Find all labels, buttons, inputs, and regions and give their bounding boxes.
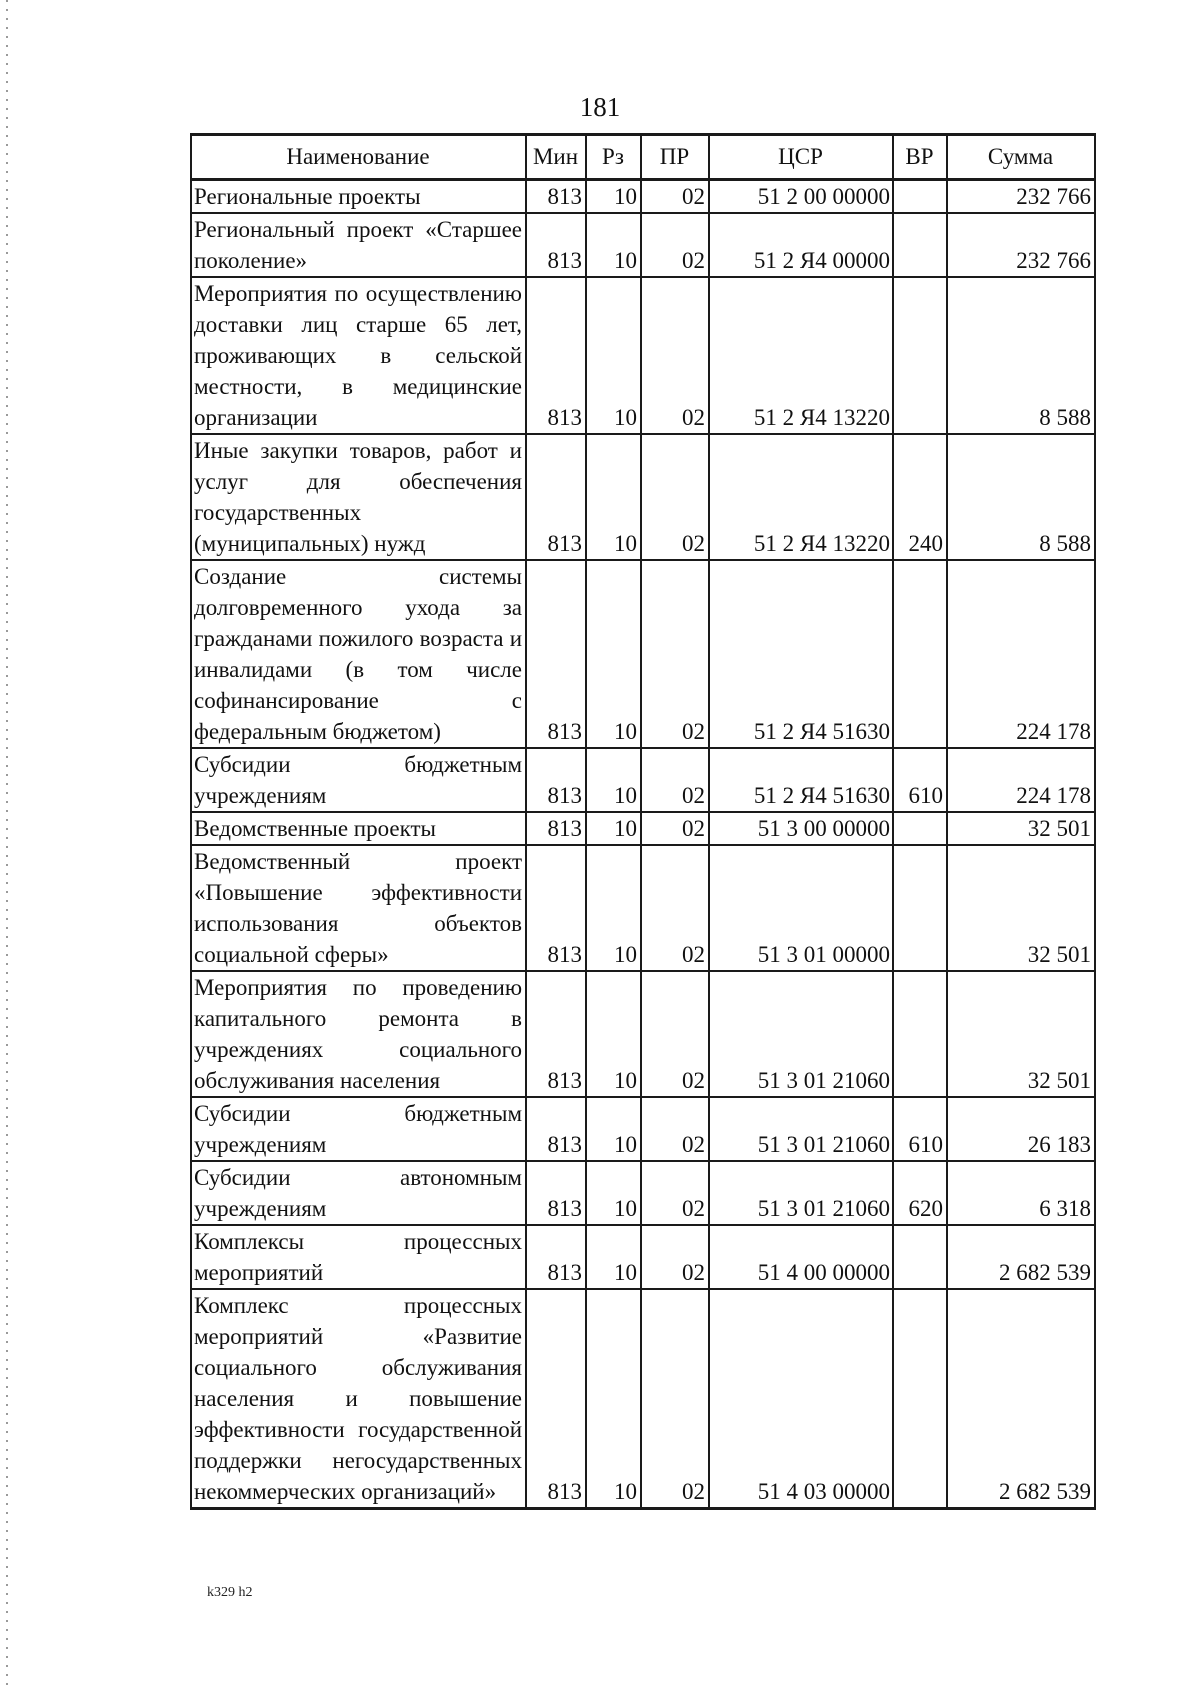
cell-rz: 10 — [586, 845, 641, 971]
cell-sum: 224 178 — [947, 748, 1095, 812]
cell-csr: 51 2 Я4 51630 — [709, 560, 893, 748]
table-row — [191, 971, 1095, 1097]
cell-name: Мероприятия по проведению капитального ремонта в учреждениях социального обслуживания населения — [191, 971, 526, 1097]
cell-min: 813 — [526, 213, 586, 277]
table-row — [191, 1225, 1095, 1289]
cell-name: Комплекс процессных мероприятий «Развитие социального обслуживания населения и повышение эффективности государственной поддержки негосударственных некоммерческих организаций» — [191, 1289, 526, 1509]
cell-csr: 51 2 Я4 13220 — [709, 434, 893, 560]
cell-vr: 620 — [893, 1161, 947, 1225]
cell-vr — [893, 1225, 947, 1289]
cell-rz: 10 — [586, 1097, 641, 1161]
cell-name: Субсидии бюджетным учреждениям — [191, 1097, 526, 1161]
cell-pr: 02 — [641, 971, 709, 1097]
cell-vr — [893, 812, 947, 845]
page-number: 181 — [579, 92, 621, 122]
cell-rz: 10 — [586, 1161, 641, 1225]
table-row — [191, 1289, 1095, 1509]
cell-name: Ведомственные проекты — [191, 812, 526, 845]
table-row — [191, 748, 1095, 812]
cell-pr: 02 — [641, 1161, 709, 1225]
footer-code: k329 h2 — [207, 1585, 253, 1600]
cell-vr — [893, 971, 947, 1097]
cell-csr: 51 4 00 00000 — [709, 1225, 893, 1289]
cell-rz: 10 — [586, 560, 641, 748]
cell-csr: 51 3 01 21060 — [709, 1161, 893, 1225]
cell-min: 813 — [526, 748, 586, 812]
cell-min: 813 — [526, 434, 586, 560]
cell-pr: 02 — [641, 180, 709, 214]
cell-rz: 10 — [586, 277, 641, 434]
cell-pr: 02 — [641, 434, 709, 560]
cell-sum: 2 682 539 — [947, 1225, 1095, 1289]
cell-pr: 02 — [641, 748, 709, 812]
cell-pr: 02 — [641, 1289, 709, 1509]
cell-sum: 8 588 — [947, 277, 1095, 434]
cell-sum: 32 501 — [947, 812, 1095, 845]
cell-csr: 51 2 Я4 13220 — [709, 277, 893, 434]
header-row — [191, 135, 1095, 180]
cell-name: Ведомственный проект «Повышение эффективности использования объектов социальной сферы» — [191, 845, 526, 971]
cell-rz: 10 — [586, 1225, 641, 1289]
cell-vr — [893, 180, 947, 214]
cell-sum: 32 501 — [947, 971, 1095, 1097]
cell-min: 813 — [526, 971, 586, 1097]
cell-csr: 51 2 Я4 51630 — [709, 748, 893, 812]
cell-sum: 232 766 — [947, 213, 1095, 277]
cell-vr — [893, 213, 947, 277]
table-row — [191, 560, 1095, 748]
header-min: Мин — [526, 135, 586, 180]
cell-vr — [893, 845, 947, 971]
scan-edge-marks — [6, 0, 8, 1686]
cell-vr — [893, 560, 947, 748]
cell-sum: 6 318 — [947, 1161, 1095, 1225]
cell-min: 813 — [526, 277, 586, 434]
cell-min: 813 — [526, 560, 586, 748]
table-row — [191, 845, 1095, 971]
cell-pr: 02 — [641, 812, 709, 845]
cell-sum: 26 183 — [947, 1097, 1095, 1161]
cell-rz: 10 — [586, 434, 641, 560]
cell-min: 813 — [526, 1225, 586, 1289]
header-csr: ЦСР — [709, 135, 893, 180]
budget-table — [190, 133, 1096, 1510]
cell-name: Региональный проект «Старшее поколение» — [191, 213, 526, 277]
header-pr: ПР — [641, 135, 709, 180]
header-rz: Рз — [586, 135, 641, 180]
cell-name: Комплексы процессных мероприятий — [191, 1225, 526, 1289]
cell-vr — [893, 277, 947, 434]
cell-vr: 240 — [893, 434, 947, 560]
cell-rz: 10 — [586, 180, 641, 214]
cell-name: Иные закупки товаров, работ и услуг для обеспечения государственных (муниципальных) нужд — [191, 434, 526, 560]
cell-min: 813 — [526, 1289, 586, 1509]
cell-csr: 51 3 01 21060 — [709, 971, 893, 1097]
table-row — [191, 1161, 1095, 1225]
cell-vr: 610 — [893, 748, 947, 812]
cell-sum: 224 178 — [947, 560, 1095, 748]
cell-min: 813 — [526, 1161, 586, 1225]
cell-rz: 10 — [586, 748, 641, 812]
cell-rz: 10 — [586, 1289, 641, 1509]
cell-min: 813 — [526, 180, 586, 214]
header-sum: Сумма — [947, 135, 1095, 180]
cell-vr — [893, 1289, 947, 1509]
cell-pr: 02 — [641, 277, 709, 434]
cell-pr: 02 — [641, 560, 709, 748]
header-vr: ВР — [893, 135, 947, 180]
cell-csr: 51 3 01 00000 — [709, 845, 893, 971]
cell-sum: 2 682 539 — [947, 1289, 1095, 1509]
cell-pr: 02 — [641, 1225, 709, 1289]
cell-min: 813 — [526, 845, 586, 971]
cell-rz: 10 — [586, 213, 641, 277]
table-body — [191, 180, 1095, 1509]
cell-name: Региональные проекты — [191, 180, 526, 214]
table-row — [191, 812, 1095, 845]
cell-pr: 02 — [641, 845, 709, 971]
cell-pr: 02 — [641, 213, 709, 277]
cell-name: Мероприятия по осуществлению доставки лиц старше 65 лет, проживающих в сельской местности, в медицинские организации — [191, 277, 526, 434]
table-row — [191, 213, 1095, 277]
cell-csr: 51 3 01 21060 — [709, 1097, 893, 1161]
table-row — [191, 1097, 1095, 1161]
cell-min: 813 — [526, 1097, 586, 1161]
cell-csr: 51 2 00 00000 — [709, 180, 893, 214]
cell-rz: 10 — [586, 812, 641, 845]
header-name: Наименование — [191, 135, 526, 180]
cell-name: Субсидии автономным учреждениям — [191, 1161, 526, 1225]
table-header — [191, 135, 1095, 180]
cell-min: 813 — [526, 812, 586, 845]
table-row — [191, 277, 1095, 434]
cell-pr: 02 — [641, 1097, 709, 1161]
cell-name: Субсидии бюджетным учреждениям — [191, 748, 526, 812]
cell-sum: 8 588 — [947, 434, 1095, 560]
cell-name: Создание системы долговременного ухода за гражданами пожилого возраста и инвалидами (в том числе софинансирование с федеральным бюджетом) — [191, 560, 526, 748]
cell-csr: 51 2 Я4 00000 — [709, 213, 893, 277]
cell-csr: 51 4 03 00000 — [709, 1289, 893, 1509]
cell-vr: 610 — [893, 1097, 947, 1161]
cell-rz: 10 — [586, 971, 641, 1097]
cell-sum: 232 766 — [947, 180, 1095, 214]
table-row — [191, 180, 1095, 214]
cell-csr: 51 3 00 00000 — [709, 812, 893, 845]
cell-sum: 32 501 — [947, 845, 1095, 971]
table-row — [191, 434, 1095, 560]
